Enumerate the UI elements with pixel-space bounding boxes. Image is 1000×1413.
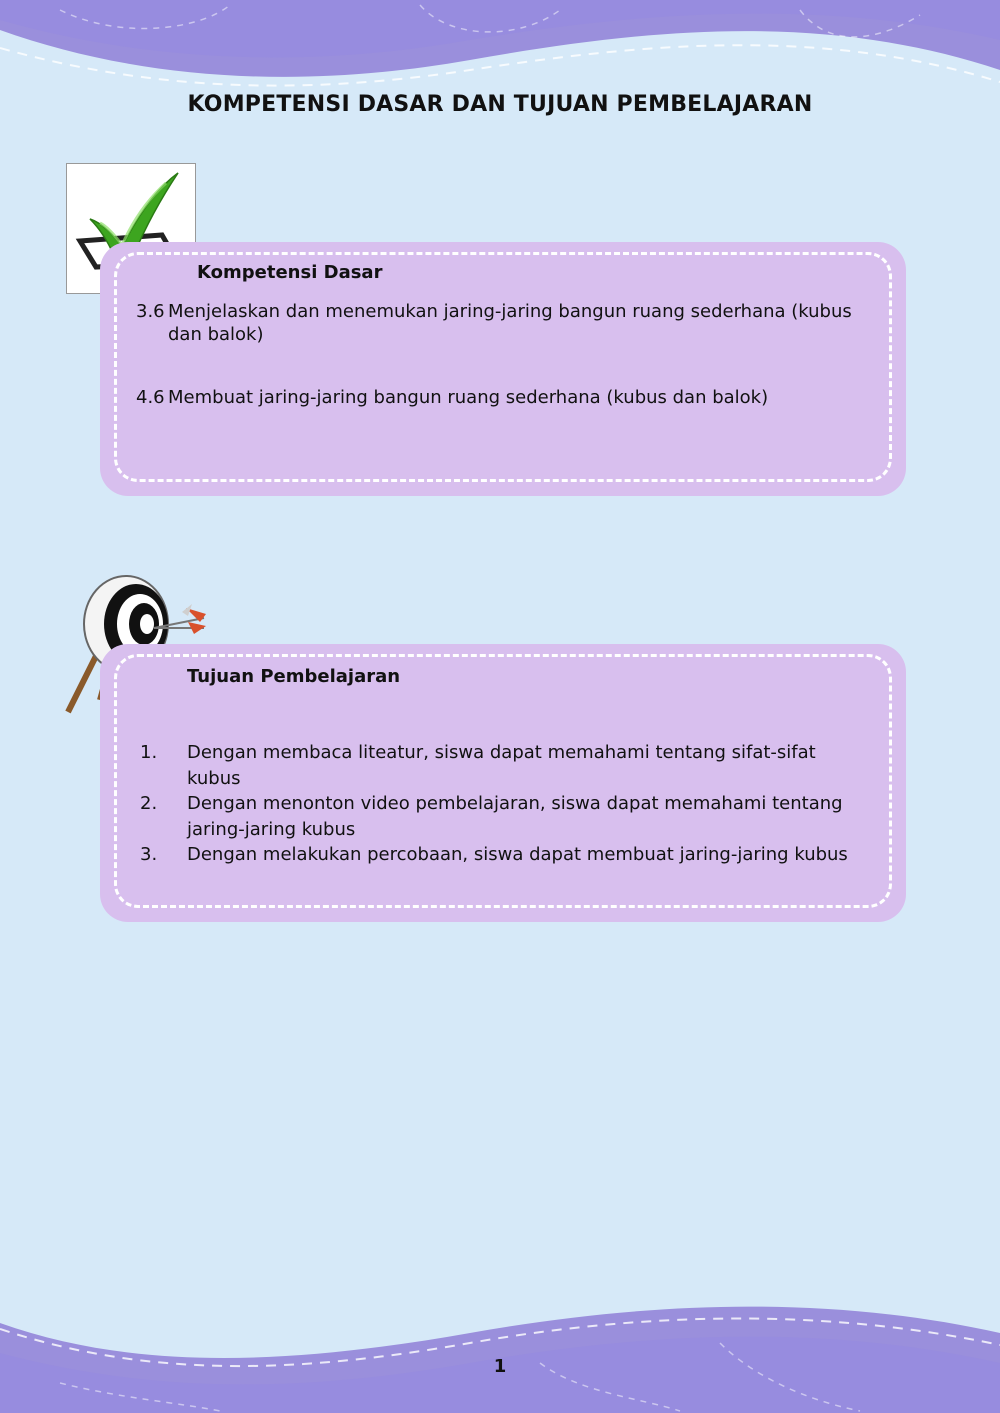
page-number: 1 bbox=[493, 1356, 507, 1377]
list-item-text: Dengan membaca liteatur, siswa dapat memahami tentang sifat-sifat kubus bbox=[187, 742, 816, 789]
list-item bbox=[140, 842, 860, 868]
kompetensi-item-text: Membuat jaring-jaring bangun ruang sederhana (kubus dan balok) bbox=[168, 387, 769, 408]
kompetensi-dasar-heading: Kompetensi Dasar bbox=[197, 262, 383, 283]
dashed-border bbox=[114, 252, 892, 482]
page-title: KOMPETENSI DASAR DAN TUJUAN PEMBELAJARAN bbox=[187, 92, 813, 117]
kompetensi-item bbox=[136, 386, 856, 409]
list-item-number: 3. bbox=[140, 844, 158, 865]
tujuan-pembelajaran-heading: Tujuan Pembelajaran bbox=[187, 666, 401, 687]
kompetensi-dasar-card bbox=[100, 242, 906, 496]
list-item-text: Dengan menonton video pembelajaran, siswa dapat memahami tentang jaring-jaring kubus bbox=[187, 793, 843, 840]
list-item-number: 2. bbox=[140, 793, 158, 814]
bottom-wave-decoration bbox=[0, 1293, 1000, 1413]
kompetensi-item bbox=[136, 300, 856, 346]
list-item bbox=[140, 740, 860, 791]
tujuan-pembelajaran-card bbox=[100, 644, 906, 922]
kompetensi-item-number: 4.6 bbox=[136, 387, 165, 408]
kompetensi-item-text: Menjelaskan dan menemukan jaring-jaring bangun ruang sederhana (kubus dan balok) bbox=[168, 301, 852, 345]
list-item bbox=[140, 791, 860, 842]
tujuan-list bbox=[140, 740, 860, 868]
kompetensi-item-number: 3.6 bbox=[136, 301, 165, 322]
list-item-number: 1. bbox=[140, 742, 158, 763]
list-item-text: Dengan melakukan percobaan, siswa dapat membuat jaring-jaring kubus bbox=[187, 844, 848, 865]
